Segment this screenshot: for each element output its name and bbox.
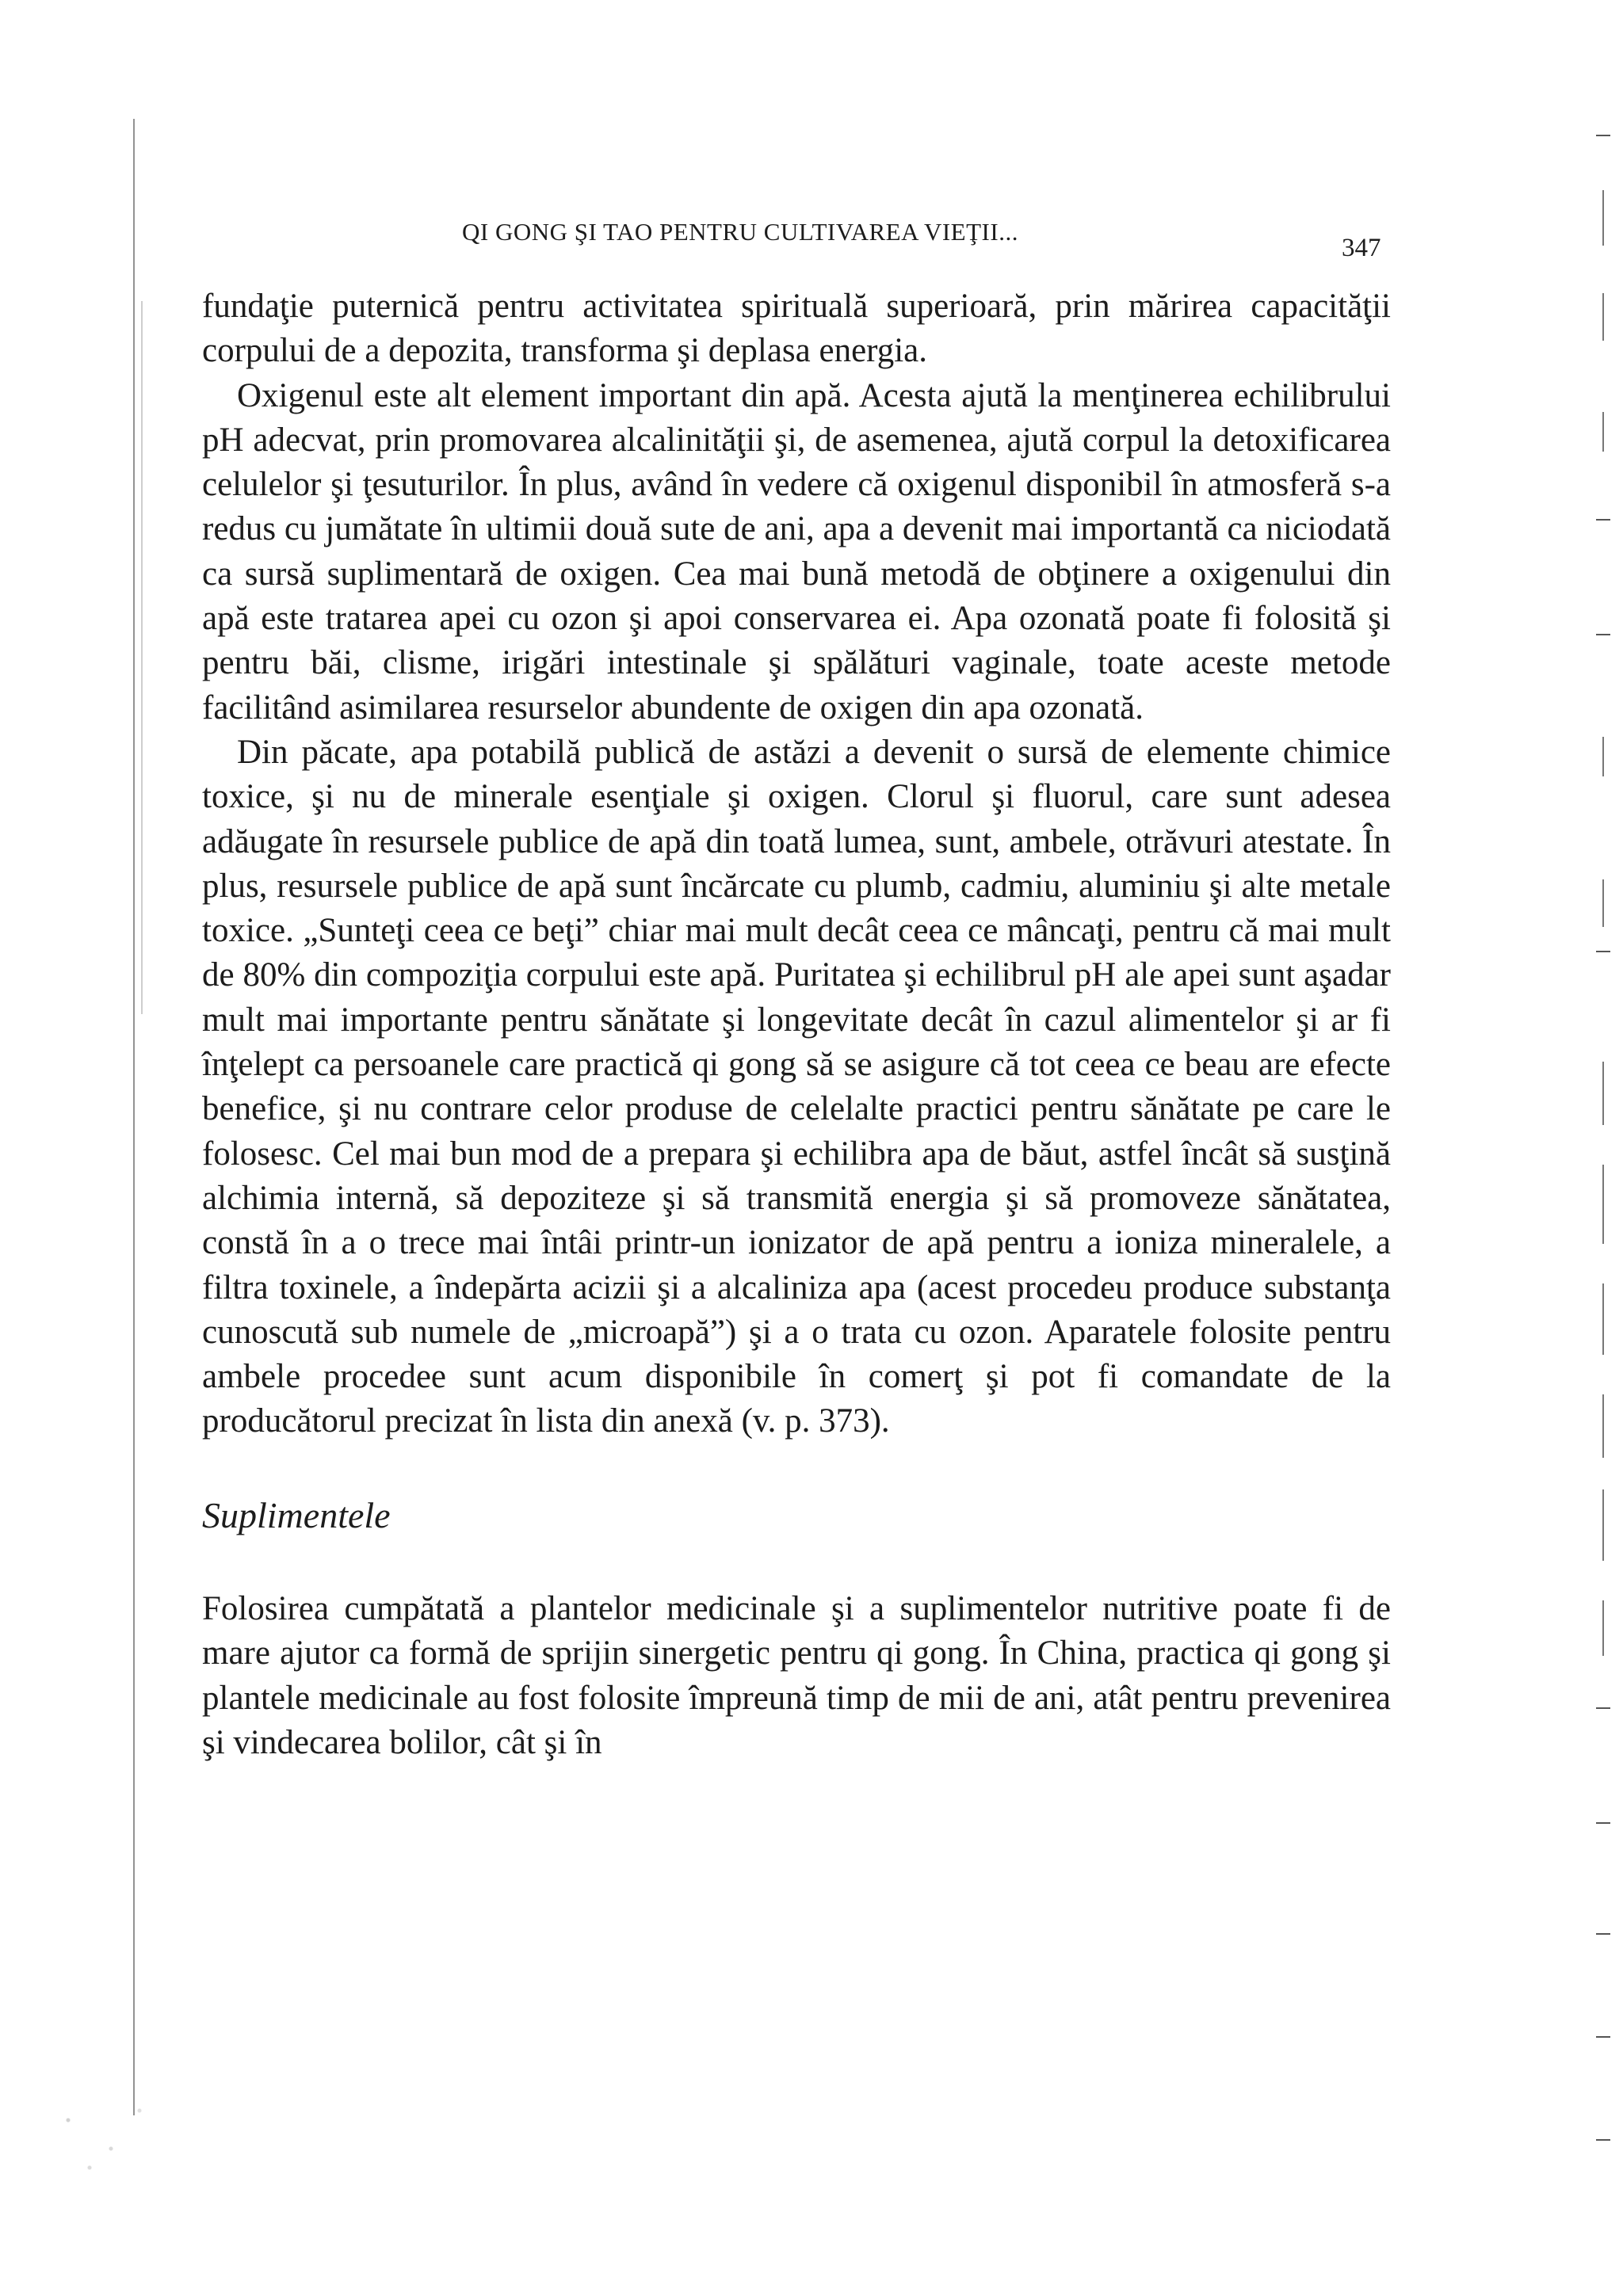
page-number: 347 <box>1342 234 1381 262</box>
paragraph-public-water: Din păcate, apa potabilă publică de astăzi a devenit o sursă de elemente chimice toxice, şi nu de minerale esenţiale şi oxigen. Clorul şi fluorul, care sunt adesea adăugate în resursele publice de apă din toată lumea, sunt, ambele, otrăvuri atestate. În plus, resursele publice de apă sunt încărcate cu plumb, cadmiu, aluminiu şi alte metale toxice. „Sunteţi ceea ce beţi” chiar mai mult decât ceea ce mâncaţi, pentru că mai mult de 80% din compoziţia corpului este apă. Puritatea şi echilibrul pH ale apei sunt aşadar mult mai importante pentru sănătate şi longevitate decât în cazul alimentelor şi ar fi înţelept ca persoanele care practică qi gong să se asigure că tot ceea ce beau are efecte benefice, şi nu contrare celor produse de celelalte practici pentru sănătate pe care le folosesc. Cel mai bun mod de a prepara şi echilibra apa de băut, astfel încât să susţină alchimia internă, să depoziteze şi să transmită energia şi să promoveze sănătatea, constă în a o trece mai întâi printr-un ionizator de apă pentru a ioniza mineralele, a filtra toxinele, a îndepărta acizii şi a alcaliniza apa (acest procedeu produce substanţa cunoscută sub numele de „microapă”) şi a o trata cu ozon. Aparatele folosite pentru ambele procedee sunt acum disponibile în comerţ şi pot fi comandate de la producătorul precizat în lista din anexă (v. p. 373). <box>202 733 1391 1440</box>
section-title: Suplimentele <box>202 1494 391 1535</box>
body-text <box>202 284 1391 1765</box>
paragraph-supplements: Folosirea cumpătată a plantelor medicinale şi a suplimentelor nutritive poate fi de mare ajutor ca formă de sprijin sinergetic pentru qi gong. În China, practica qi gong şi plantele medicinale au fost folosite împreună timp de mii de ani, atât pentru prevenirea şi vindecarea bolilor, cât şi în <box>202 1590 1391 1761</box>
paragraph-oxygen: Oxigenul este alt element important din apă. Acesta ajută la menţinerea echilibrului pH adecvat, prin promovarea alcalinităţii şi, de asemenea, ajută corpul la detoxificarea celulelor şi ţesuturilor. În plus, având în vedere că oxigenul disponibil în atmosferă s-a redus cu jumătate în ultimii două sute de ani, apa a devenit mai importantă ca niciodată ca sursă suplimentară de oxigen. Cea mai bună metodă de obţinere a oxigenului din apă este tratarea apei cu ozon şi apoi conservarea ei. Apa ozonată poate fi folosită şi pentru băi, clisme, irigări intestinale şi spălături vaginale, toate aceste metode facilitând asimilarea resurselor abundente de oxigen din apa ozonată. <box>202 376 1391 727</box>
scan-margin-marks <box>1575 0 1623 2296</box>
book-page <box>202 210 1391 1765</box>
running-head: QI GONG ŞI TAO PENTRU CULTIVAREA VIEŢII... <box>462 218 1018 246</box>
binding-edge-shadow <box>141 301 143 1014</box>
page-header <box>202 210 1391 265</box>
paragraph-continued: fundaţie puternică pentru activitatea spirituală superioară, prin mărirea capacităţii corpului de a depozita, transforma şi deplasa energia. <box>202 288 1391 370</box>
binding-edge <box>133 119 135 2115</box>
scan-speckle <box>40 2092 182 2187</box>
